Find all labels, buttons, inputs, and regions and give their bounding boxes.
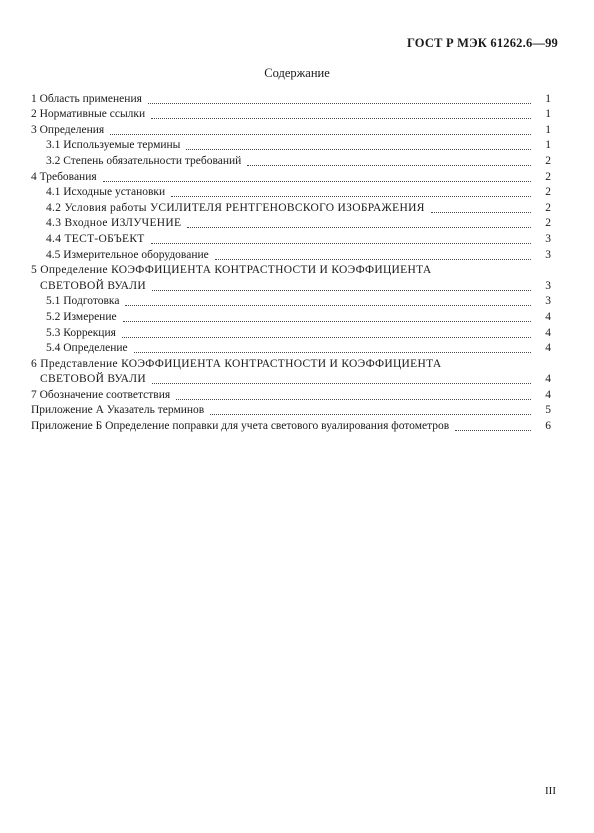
toc-entry-appendix-b[interactable] (31, 418, 551, 434)
toc-page-number: 4 (545, 388, 551, 401)
toc-entry-4-3[interactable] (31, 216, 551, 232)
toc-entry-6-line2[interactable] (31, 372, 551, 388)
toc-label: 3.1 Используемые термины (46, 139, 181, 152)
leader-dots (123, 320, 531, 322)
toc-entry-2[interactable] (31, 107, 551, 123)
leader-dots (455, 429, 531, 431)
toc-label: 3.2 Степень обязательности требований (46, 154, 242, 167)
leader-dots (152, 382, 531, 384)
toc-label: 4.4 ТЕСТ-ОБЪЕКТ (46, 232, 145, 245)
page-title: Содержание (264, 66, 330, 80)
toc-page-number: 4 (545, 310, 551, 323)
toc-label: СВЕТОВОЙ ВУАЛИ (40, 373, 146, 386)
toc-label: 5.1 Подготовка (46, 295, 120, 308)
leader-dots (187, 226, 531, 228)
toc-entry-5-4[interactable] (31, 341, 551, 357)
leader-dots (176, 398, 531, 400)
toc-page-number: 4 (545, 373, 551, 386)
toc-entry-5-3[interactable] (31, 325, 551, 341)
toc-entry-7[interactable] (31, 387, 551, 403)
leader-dots (125, 304, 531, 306)
toc-entry-4-1[interactable] (31, 185, 551, 201)
leader-dots (122, 336, 531, 338)
toc-entry-appendix-a[interactable] (31, 403, 551, 419)
toc-entry-3[interactable] (31, 122, 551, 138)
toc-label: 4.1 Исходные установки (46, 186, 166, 199)
toc-entry-4-2[interactable] (31, 200, 551, 216)
leader-dots (134, 351, 531, 353)
toc-page-number: 1 (545, 92, 551, 105)
toc-label: 5.4 Определение (46, 342, 128, 355)
table-of-contents (31, 91, 551, 434)
toc-label: 5 Определение КОЭФФИЦИЕНТА КОНТРАСТНОСТИ И КОЭФФИЦИЕНТА (31, 264, 432, 277)
toc-entry-6-line1[interactable] (31, 356, 551, 372)
leader-dots (103, 180, 531, 182)
toc-entry-5-line1[interactable] (31, 263, 551, 279)
toc-page-number: 2 (545, 154, 551, 167)
leader-dots (151, 117, 531, 119)
toc-page-number: 2 (545, 201, 551, 214)
page-numeral: III (545, 785, 556, 797)
document-code: ГОСТ Р МЭК 61262.6—99 (406, 36, 558, 50)
toc-page-number: 3 (545, 232, 551, 245)
toc-label: СВЕТОВОЙ ВУАЛИ (40, 279, 146, 292)
toc-label: 5.3 Коррекция (46, 326, 116, 339)
toc-label: 4 Требования (31, 170, 97, 183)
toc-page-number: 2 (545, 170, 551, 183)
leader-dots (215, 258, 531, 260)
toc-page-number: 4 (545, 342, 551, 355)
toc-label: 7 Обозначение соответствия (31, 388, 171, 401)
leader-dots (151, 242, 531, 244)
toc-entry-1[interactable] (31, 91, 551, 107)
toc-label: Приложение А Указатель терминов (31, 404, 205, 417)
toc-page-number: 1 (545, 108, 551, 121)
toc-page-number: 1 (545, 123, 551, 136)
toc-label: 5.2 Измерение (46, 310, 117, 323)
toc-label: 4.5 Измерительное оборудование (46, 248, 209, 261)
leader-dots (148, 102, 531, 104)
toc-entry-4-5[interactable] (31, 247, 551, 263)
leader-dots (247, 164, 531, 166)
leader-dots (171, 195, 531, 197)
toc-page-number: 6 (545, 420, 551, 433)
toc-page-number: 2 (545, 186, 551, 199)
toc-entry-4[interactable] (31, 169, 551, 185)
toc-label: 1 Область применения (31, 92, 142, 105)
leader-dots (152, 289, 531, 291)
toc-page-number: 5 (545, 404, 551, 417)
toc-page-number: 3 (545, 279, 551, 292)
toc-label: 3 Определения (31, 123, 105, 136)
toc-entry-4-4[interactable] (31, 231, 551, 247)
toc-entry-5-1[interactable] (31, 294, 551, 310)
leader-dots (186, 148, 531, 150)
toc-page-number: 1 (545, 139, 551, 152)
toc-page-number: 2 (545, 217, 551, 230)
leader-dots (110, 133, 531, 135)
toc-entry-5-2[interactable] (31, 309, 551, 325)
toc-entry-5-line2[interactable] (31, 278, 551, 294)
leader-dots (210, 413, 531, 415)
toc-label: Приложение Б Определение поправки для учета светового вуалирования фотометров (31, 420, 450, 433)
toc-page-number: 3 (545, 248, 551, 261)
toc-label: 6 Представление КОЭФФИЦИЕНТА КОНТРАСТНОСТИ И КОЭФФИЦИЕНТА (31, 357, 442, 370)
toc-label: 4.2 Условия работы УСИЛИТЕЛЯ РЕНТГЕНОВСКОГО ИЗОБРАЖЕНИЯ (46, 201, 425, 214)
toc-label: 4.3 Входное ИЗЛУЧЕНИЕ (46, 217, 182, 230)
toc-entry-3-1[interactable] (31, 138, 551, 154)
toc-page-number: 4 (545, 326, 551, 339)
toc-page-number: 3 (545, 295, 551, 308)
toc-label: 2 Нормативные ссылки (31, 108, 146, 121)
toc-entry-3-2[interactable] (31, 153, 551, 169)
leader-dots (431, 211, 531, 213)
